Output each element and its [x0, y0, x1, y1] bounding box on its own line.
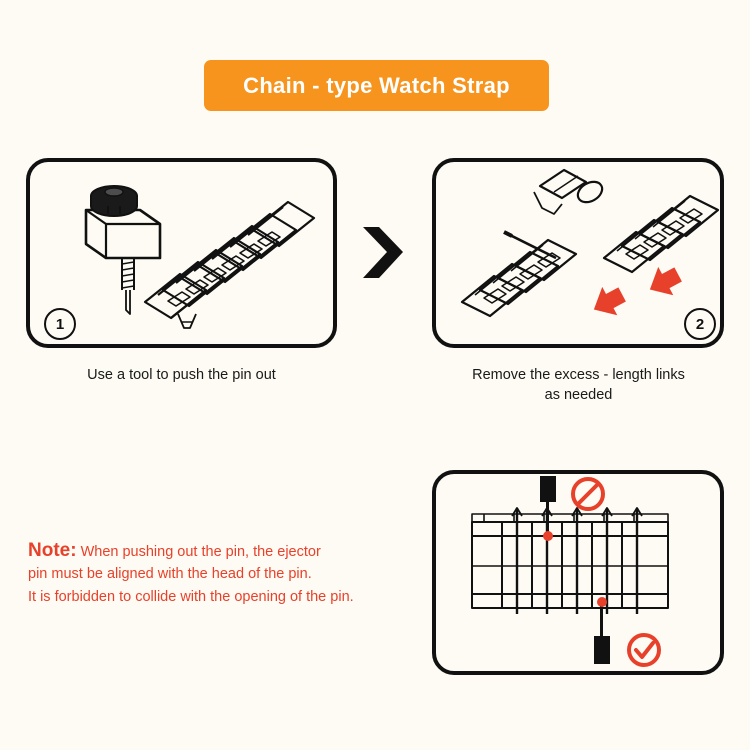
- step-2-caption-line-2: as needed: [544, 386, 613, 403]
- no-entry-icon: [573, 479, 603, 509]
- pin-alignment-detail-illustration: [436, 474, 720, 671]
- step-2-badge: 2: [684, 308, 716, 340]
- step-2-panel: [432, 158, 724, 348]
- note-label: Note:: [28, 540, 77, 561]
- step-1-badge: 1: [44, 308, 76, 340]
- step-2-caption-line-1: Remove the excess - length links: [472, 367, 685, 383]
- step-2-caption: [426, 366, 731, 405]
- check-circle-icon: [629, 635, 659, 665]
- page-title: Chain - type Watch Strap: [243, 72, 510, 98]
- step-1-panel: [26, 158, 337, 348]
- note-line-3: It is forbidden to collide with the opening of the pin.: [28, 588, 354, 605]
- step-1-caption: Use a tool to push the pin out: [87, 367, 276, 383]
- note-line-1: When pushing out the pin, the ejector: [80, 544, 321, 560]
- page-title-badge: [204, 60, 549, 111]
- chevron-right-arrow-icon: [357, 225, 409, 280]
- pin-alignment-detail-panel: [432, 470, 724, 675]
- tool-pushing-pin-illustration: [30, 162, 333, 344]
- incorrect-ejector-pin: [540, 476, 556, 541]
- removing-links-illustration: [436, 162, 720, 344]
- note-line-2: pin must be aligned with the head of the pin.: [28, 566, 312, 583]
- note-block: [28, 540, 418, 608]
